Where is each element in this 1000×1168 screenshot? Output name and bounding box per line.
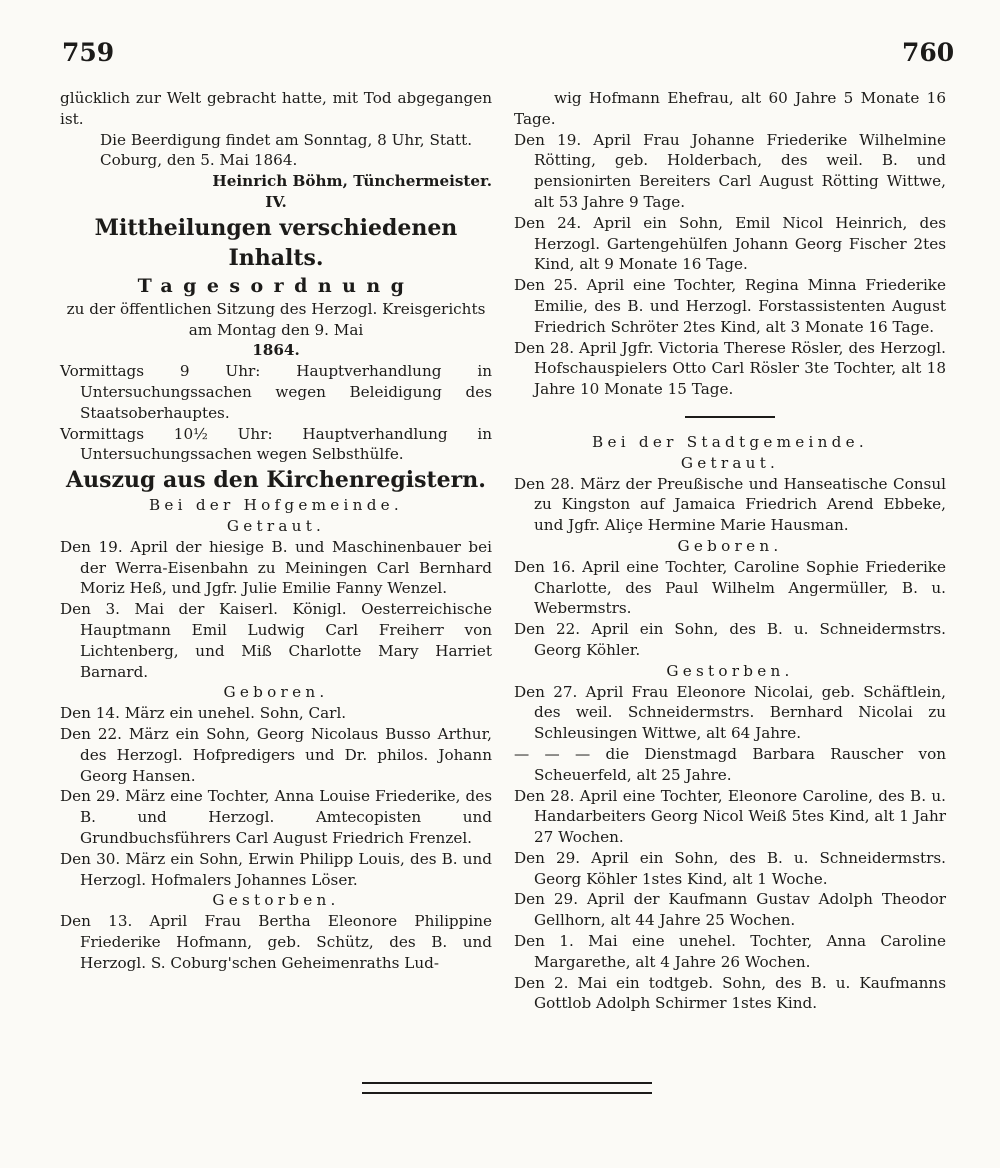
text-paragraph: Den 28. April eine Tochter, Eleonore Caroline, des B. u. Handarbeiters Georg Nicol Weiß 5tes Kind, alt 1 Jahr 27 Wochen. xyxy=(514,786,946,847)
bottom-double-rule xyxy=(362,1082,652,1094)
text-paragraph: Den 24. April ein Sohn, Emil Nicol Heinrich, des Herzogl. Gartengehülfen Johann Georg Fischer 2tes Kind, alt 9 Monate 16 Tage. xyxy=(514,213,946,274)
text-paragraph: Den 3. Mai der Kaiserl. Königl. Oesterreichische Hauptmann Emil Ludwig Carl Freiherr von Lichtenberg, und Miß Charlotte Mary Harriet Barnard. xyxy=(60,600,492,681)
text-paragraph: Den 28. März der Preußische und Hanseatische Consul zu Kingston auf Jamaica Friedrich Arend Ebbeke, und Jgfr. Aliçe Hermine Marie Hausman. xyxy=(514,474,946,535)
text-paragraph: Auszug aus den Kirchenregistern. xyxy=(66,467,486,494)
text-paragraph: Den 2. Mai ein todtgeb. Sohn, des B. u. Kaufmanns Gottlob Adolph Schirmer 1stes Kind. xyxy=(514,973,946,1013)
text-paragraph: glücklich zur Welt gebracht hatte, mit Tod abgegangen ist. xyxy=(60,89,492,128)
text-paragraph: zu der öffentlichen Sitzung des Herzogl. Kreisgerichts am Montag den 9. Mai xyxy=(66,299,486,339)
text-paragraph: Den 16. April eine Tochter, Caroline Sophie Friederike Charlotte, des Paul Wilhelm Angermüller, B. u. Webermstrs. xyxy=(514,557,946,618)
text-paragraph: Den 28. April Jgfr. Victoria Therese Rösler, des Herzogl. Hofschauspielers Otto Carl Rösler 3te Tochter, alt 18 Jahre 10 Monate 15 Tage. xyxy=(514,338,946,399)
text-paragraph: Gestorben. xyxy=(212,891,340,910)
text-paragraph: Heinrich Böhm, Tünchermeister. xyxy=(212,172,492,191)
text-paragraph: 1864. xyxy=(252,341,300,360)
text-paragraph: Den 22. April ein Sohn, des B. u. Schneidermstrs. Georg Köhler. xyxy=(514,620,946,659)
right-column xyxy=(514,88,946,1014)
left-column xyxy=(60,88,492,973)
text-paragraph: Mittheilungen verschiedenen Inhalts. xyxy=(94,214,458,271)
text-paragraph: Den 30. März ein Sohn, Erwin Philipp Louis, des B. und Herzogl. Hofmalers Johannes Löser. xyxy=(60,849,492,889)
text-paragraph: Den 27. April Frau Eleonore Nicolai, geb. Schäftlein, des weil. Schneidermstrs. Bernhard Nicolai zu Schleusingen Wittwe, alt 64 Jahre. xyxy=(514,682,946,743)
text-paragraph: IV. xyxy=(265,192,287,211)
text-paragraph: Geboren. xyxy=(223,683,329,702)
text-paragraph: Vormittags 9 Uhr: Hauptverhandlung in Untersuchungssachen wegen Beleidigung des Staatsoberhauptes. xyxy=(60,362,492,422)
text-paragraph: Getraut. xyxy=(226,516,326,535)
text-paragraph: Den 13. April Frau Bertha Eleonore Philippine Friederike Hofmann, geb. Schütz, des B. und Herzogl. S. Coburg'schen Geheimenraths Lud- xyxy=(60,912,492,972)
text-paragraph: Den 29. April der Kaufmann Gustav Adolph Theodor Gellhorn, alt 44 Jahre 25 Wochen. xyxy=(514,890,946,930)
text-paragraph: Bei der Stadtgemeinde. xyxy=(592,432,868,451)
text-paragraph: Vormittags 10½ Uhr: Hauptverhandlung in Untersuchungssachen wegen Selbsthülfe. xyxy=(60,424,492,464)
page-number-right: 760 xyxy=(902,38,955,67)
text-paragraph: Die Beerdigung findet am Sonntag, 8 Uhr, Statt. xyxy=(100,130,473,149)
text-paragraph: Den 25. April eine Tochter, Regina Minna Friederike Emilie, des B. und Herzogl. Forstassistenten August Friedrich Schröter 2tes Kind, alt 3 Monate 16 Tage. xyxy=(514,276,946,336)
text-paragraph: Den 29. März eine Tochter, Anna Louise Friederike, des B. und Herzogl. Amtecopisten und Grundbuchsführers Carl August Friedrich Frenzel. xyxy=(60,787,492,847)
text-paragraph: Getraut. xyxy=(680,453,780,472)
text-paragraph: wig Hofmann Ehefrau, alt 60 Jahre 5 Monate 16 Tage. xyxy=(514,89,946,128)
text-paragraph: Geboren. xyxy=(677,536,783,555)
text-paragraph: — — — die Dienstmagd Barbara Rauscher von Scheuerfeld, alt 25 Jahre. xyxy=(514,744,946,784)
text-paragraph: Den 19. April Frau Johanne Friederike Wilhelmine Rötting, geb. Holderbach, des weil. B. und pensionirten Bereiters Carl August Rötting Wittwe, alt 53 Jahre 9 Tage. xyxy=(514,130,946,211)
text-paragraph: Den 22. März ein Sohn, Georg Nicolaus Busso Arthur, des Herzogl. Hofpredigers und Dr. philos. Johann Georg Hansen. xyxy=(60,724,492,785)
text-paragraph: Coburg, den 5. Mai 1864. xyxy=(100,151,298,170)
page-number-left: 759 xyxy=(62,38,115,67)
text-paragraph: Tagesordnung xyxy=(137,274,415,297)
section-divider xyxy=(685,416,775,418)
text-paragraph: Bei der Hofgemeinde. xyxy=(148,496,404,515)
text-paragraph: Den 14. März ein unehel. Sohn, Carl. xyxy=(60,704,347,723)
text-paragraph: Den 29. April ein Sohn, des B. u. Schneidermstrs. Georg Köhler 1stes Kind, alt 1 Woche. xyxy=(514,848,946,888)
text-paragraph: Den 19. April der hiesige B. und Maschinenbauer bei der Werra-Eisenbahn zu Meiningen Carl Bernhard Moriz Heß, und Jgfr. Julie Emilie Fanny Wenzel. xyxy=(60,537,492,598)
text-paragraph: Gestorben. xyxy=(666,661,794,680)
text-paragraph: Den 1. Mai eine unehel. Tochter, Anna Caroline Margarethe, alt 4 Jahre 26 Wochen. xyxy=(514,932,946,971)
